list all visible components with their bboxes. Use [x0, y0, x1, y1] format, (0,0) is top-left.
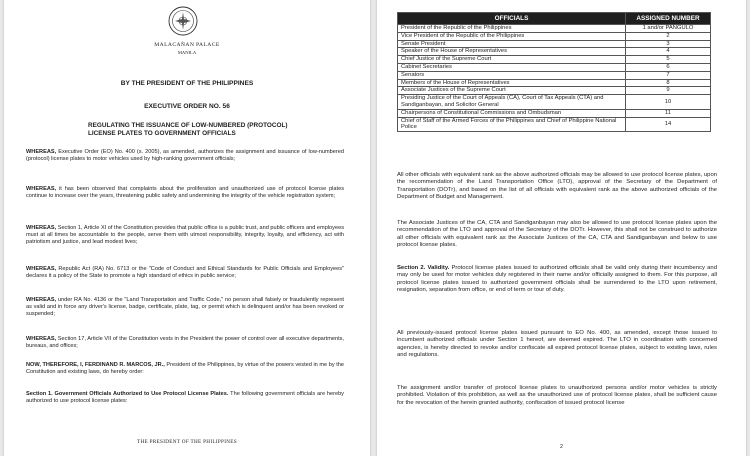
- presidential-seal-icon: [168, 6, 198, 36]
- paragraph-text: it has been observed that complaints about the proliferation and unauthorized use of protocol license plates continue to increase over the years, threatening public safety and undermining the integrity of the vehicle registration system;: [26, 186, 344, 200]
- paragraph-lead: WHEREAS,: [26, 297, 57, 303]
- by-the-president-line: BY THE PRESIDENT OF THE PHILIPPINES: [120, 80, 254, 87]
- whereas-paragraph-1: [26, 149, 344, 163]
- assignment-transfer-paragraph: [397, 385, 717, 407]
- palace-name: MALACAÑAN PALACE: [154, 42, 220, 48]
- official-cell: Chief of Staff of the Armed Forces of the Philippines and Chief of Philippine National Police: [398, 117, 626, 132]
- paragraph-text: Section 1, Article XI of the Constitution provides that public office is a public trust, and public officers and employees must at all times be accountable to the people, serve them with utmost responsibility, integrity, loyalty, and efficiency, act with patriotism and justice, and lead modest lives;: [26, 225, 344, 246]
- palace-city: MANILA: [177, 50, 197, 55]
- number-cell: 1 and/or PANGULO: [626, 25, 711, 33]
- page-footer: THE PRESIDENT OF THE PHILIPPINES: [137, 439, 237, 445]
- whereas-paragraph-3: [26, 225, 344, 247]
- paragraph-text: All other officials with equivalent rank as the above authorized officials may be allowed to use protocol license plates, upon the recommendation of the Land Transportation Office (LTO), approval of the Secretary of the Department of Transportation (DOTr), and based on the list of all officials with equivalent rank as the above authorized officials of the Department of Budget and Management.: [397, 172, 717, 201]
- table-row: [398, 87, 711, 95]
- table-row: [398, 71, 711, 79]
- equivalent-rank-paragraph: [397, 172, 717, 202]
- paragraph-lead: WHEREAS,: [26, 266, 57, 272]
- table-row: [398, 56, 711, 64]
- number-cell: 3: [626, 40, 711, 48]
- number-cell: 2: [626, 32, 711, 40]
- associate-justices-paragraph: [397, 220, 717, 250]
- official-cell: Members of the House of Representatives: [398, 79, 626, 87]
- paragraph-text: The Associate Justices of the CA, CTA and Sandiganbayan may also be allowed to use protocol license plates upon the recommendation of the LTO and approval of the Secretary of the DOTr. However, this shall not be construed to authorize all other officials with equivalent rank as the Associate Justices of the CA, CTA and Sandiganbayan and below to use protocol license plates.: [397, 220, 717, 249]
- section-2-validity-paragraph: [397, 265, 717, 295]
- official-cell: President of the Republic of the Philippines: [398, 25, 626, 33]
- paragraph-text: All previously-issued protocol license plates issued pursuant to EO No. 400, as amended, except those issued to incumbent authorized officials under Section 1 hereof, are deemed expired. The LTO in coordination with concerned agencies, is hereby directed to revoke and/or confiscate all expired protocol license plates, subject to existing laws, rules and regulations.: [397, 330, 717, 359]
- table-row: [398, 117, 711, 132]
- official-cell: Chief Justice of the Supreme Court: [398, 56, 626, 64]
- table-row: [398, 48, 711, 56]
- official-cell: Vice President of the Republic of the Philippines: [398, 32, 626, 40]
- column-header-officials: OFFICIALS: [398, 13, 626, 25]
- paragraph-text: Executive Order (EO) No. 400 (s. 2005), as amended, authorizes the assignment and issuance of low-numbered (protocol) license plates to motor vehicles used by high-ranking government officials;: [26, 149, 344, 163]
- number-cell: 6: [626, 63, 711, 71]
- number-cell: 10: [626, 95, 711, 110]
- officials-table: [397, 12, 711, 132]
- table-row: [398, 40, 711, 48]
- paragraph-text: Protocol license plates issued to authorized officials shall be valid only during their incumbency and may only be used for motor vehicles duly registered in their name and/or officially assigned to them. For this purpose, all protocol license plates issued to authorized government officials shall be surrendered to the LTO upon retirement, resignation, separation from office, or end of term or tour of duty.: [397, 265, 717, 294]
- paragraph-text: Republic Act (RA) No. 6713 or the "Code of Conduct and Ethical Standards for Public Officials and Employees" declares it a policy of the State to promote a high standard of ethics in public service;: [26, 266, 344, 280]
- number-cell: 11: [626, 109, 711, 117]
- official-cell: Speaker of the House of Representatives: [398, 48, 626, 56]
- paragraph-lead: NOW, THEREFORE, I, FERDINAND R. MARCOS, JR.,: [26, 362, 165, 368]
- paragraph-lead: Section 1. Government Officials Authorized to Use Protocol License Plates.: [26, 391, 229, 397]
- number-cell: 9: [626, 87, 711, 95]
- paragraph-text: President of the Philippines, by virtue of the powers vested in me by the Constitution and existing laws, do hereby order:: [26, 362, 344, 376]
- page-number: 2: [560, 444, 563, 450]
- paragraph-text: The following government officials are hereby authorized to use protocol license plates:: [26, 391, 344, 405]
- whereas-paragraph-4: [26, 266, 344, 280]
- order-title: [88, 122, 308, 139]
- order-title-line-2: LICENSE PLATES TO GOVERNMENT OFFICIALS: [88, 130, 236, 138]
- official-cell: Presiding Justice of the Court of Appeals (CA), Court of Tax Appeals (CTA) and Sandiganbayan, and Solicitor General: [398, 95, 626, 110]
- document-page-2: [377, 0, 746, 456]
- number-cell: 14: [626, 117, 711, 132]
- paragraph-lead: WHEREAS,: [26, 186, 57, 192]
- table-row: [398, 25, 711, 33]
- paragraph-lead: Section 2. Validity.: [397, 265, 450, 271]
- now-therefore-paragraph: [26, 362, 344, 376]
- number-cell: 4: [626, 48, 711, 56]
- executive-order-number: EXECUTIVE ORDER NO. 56: [144, 103, 230, 110]
- paragraph-lead: WHEREAS,: [26, 149, 57, 155]
- previously-issued-paragraph: [397, 330, 717, 360]
- paragraph-lead: WHEREAS,: [26, 336, 57, 342]
- table-row: [398, 63, 711, 71]
- official-cell: Senate President: [398, 40, 626, 48]
- number-cell: 7: [626, 71, 711, 79]
- official-cell: Associate Justices of the Supreme Court: [398, 87, 626, 95]
- section-1-paragraph: [26, 391, 344, 405]
- document-page-1: [4, 0, 370, 456]
- column-header-assigned-number: ASSIGNED NUMBER: [626, 13, 711, 25]
- whereas-paragraph-6: [26, 336, 344, 350]
- table-row: [398, 32, 711, 40]
- number-cell: 5: [626, 56, 711, 64]
- paragraph-text: The assignment and/or transfer of protocol license plates to unauthorized persons and/or motor vehicles is strictly prohibited. Violation of this prohibition, as well as the unauthorized use of protocol license plates, shall be sufficient cause for the revocation of the herein granted authority, confiscation of issued protocol license: [397, 385, 717, 406]
- official-cell: Cabinet Secretaries: [398, 63, 626, 71]
- official-cell: Chairpersons of Constitutional Commissions and Ombudsman: [398, 109, 626, 117]
- paragraph-text: under RA No. 4136 or the "Land Transportation and Traffic Code," no person shall falsely or fraudulently represent as valid and in force any driver's license, badge, certificate, plate, tag, or permit which is delinquent and/or has been revoked or suspended;: [26, 297, 344, 318]
- paragraph-lead: WHEREAS,: [26, 225, 57, 231]
- table-row: [398, 79, 711, 87]
- official-cell: Senators: [398, 71, 626, 79]
- paragraph-text: Section 17, Article VII of the Constitution vests in the President the power of control over all executive departments, bureaus, and offices;: [26, 336, 344, 350]
- table-header-row: [398, 13, 711, 25]
- order-title-line-1: REGULATING THE ISSUANCE OF LOW-NUMBERED (PROTOCOL): [88, 122, 288, 129]
- whereas-paragraph-5: [26, 297, 344, 319]
- table-row: [398, 95, 711, 110]
- whereas-paragraph-2: [26, 186, 344, 200]
- number-cell: 8: [626, 79, 711, 87]
- table-row: [398, 109, 711, 117]
